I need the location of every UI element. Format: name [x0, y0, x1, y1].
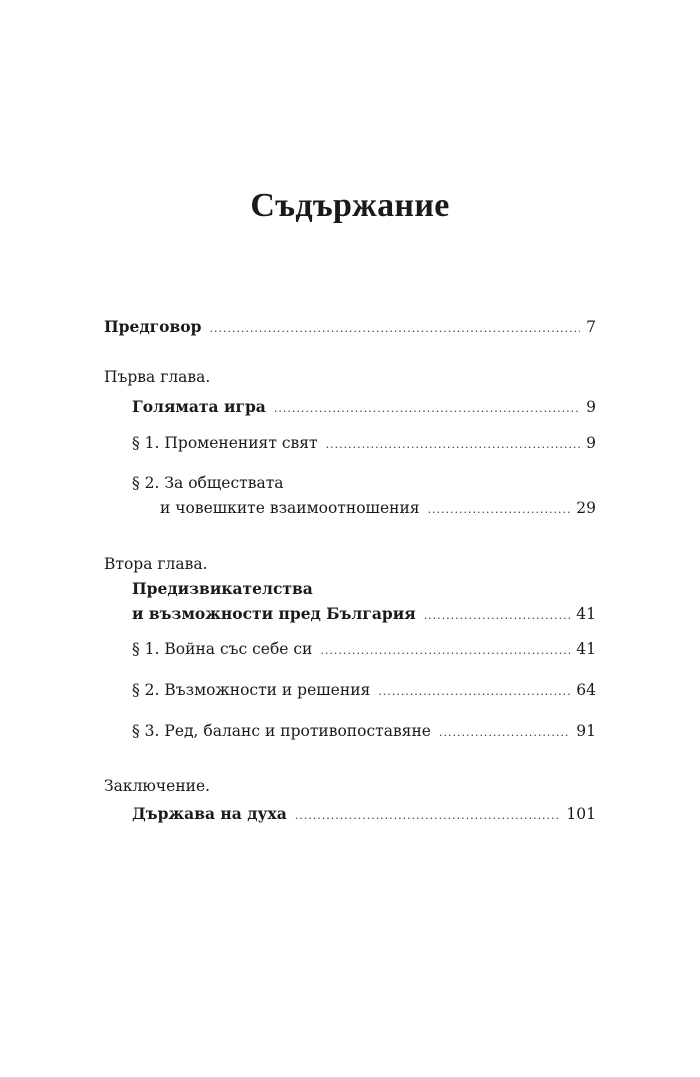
toc-entry-label: и възможности пред България [132, 604, 416, 623]
toc-page-number: 29 [576, 499, 596, 517]
toc-page-number: 7 [586, 318, 596, 336]
chapter-title-line1: Предизвикателства [132, 579, 313, 598]
toc-page-number: 41 [576, 640, 596, 658]
leader-dots [209, 318, 580, 340]
toc-entry-chapter2-title [132, 603, 596, 627]
toc-entry-label: § 2. Възможности и решения [132, 681, 371, 699]
conclusion-heading: Заключение. [104, 777, 211, 795]
toc-entry-conclusion [132, 803, 596, 827]
chapter-heading: Втора глава. [104, 555, 208, 573]
toc-entry-preface [104, 316, 596, 340]
leader-dots [424, 605, 571, 627]
toc-page-number: 41 [576, 605, 596, 623]
toc-page-number: 9 [586, 398, 596, 416]
toc-page-number: 101 [566, 805, 596, 823]
toc-entry-label: и човешките взаимоотношения [160, 499, 420, 517]
toc-entry-label: § 3. Ред, баланс и противопоставяне [132, 722, 431, 740]
toc-page-number: 91 [576, 722, 596, 740]
leader-dots [274, 398, 580, 420]
page-title: Съдържание [250, 187, 450, 224]
toc-entry-section [132, 720, 596, 744]
toc-entry-label-line1: § 2. За обществата [132, 474, 284, 492]
leader-dots [320, 640, 570, 662]
toc-entry-section [132, 679, 596, 703]
chapter-heading: Първа глава. [104, 368, 211, 386]
toc-entry-label: § 1. Война със себе си [132, 640, 313, 658]
leader-dots [439, 722, 570, 744]
leader-dots [428, 499, 571, 521]
toc-entry-chapter1-title [132, 396, 596, 420]
leader-dots [326, 434, 581, 456]
toc-entry-label: Предговор [104, 317, 202, 336]
leader-dots [378, 681, 570, 703]
toc-entry-label: Голямата игра [132, 397, 266, 416]
toc-entry-label: Държава на духа [132, 804, 287, 823]
toc-entry-label: § 1. Промененият свят [132, 434, 318, 452]
leader-dots [295, 805, 561, 827]
toc-entry-section [160, 497, 596, 521]
toc-entry-section [132, 432, 596, 456]
toc-page-number: 64 [576, 681, 596, 699]
toc-page-number: 9 [586, 434, 596, 452]
toc-entry-section [132, 638, 596, 662]
